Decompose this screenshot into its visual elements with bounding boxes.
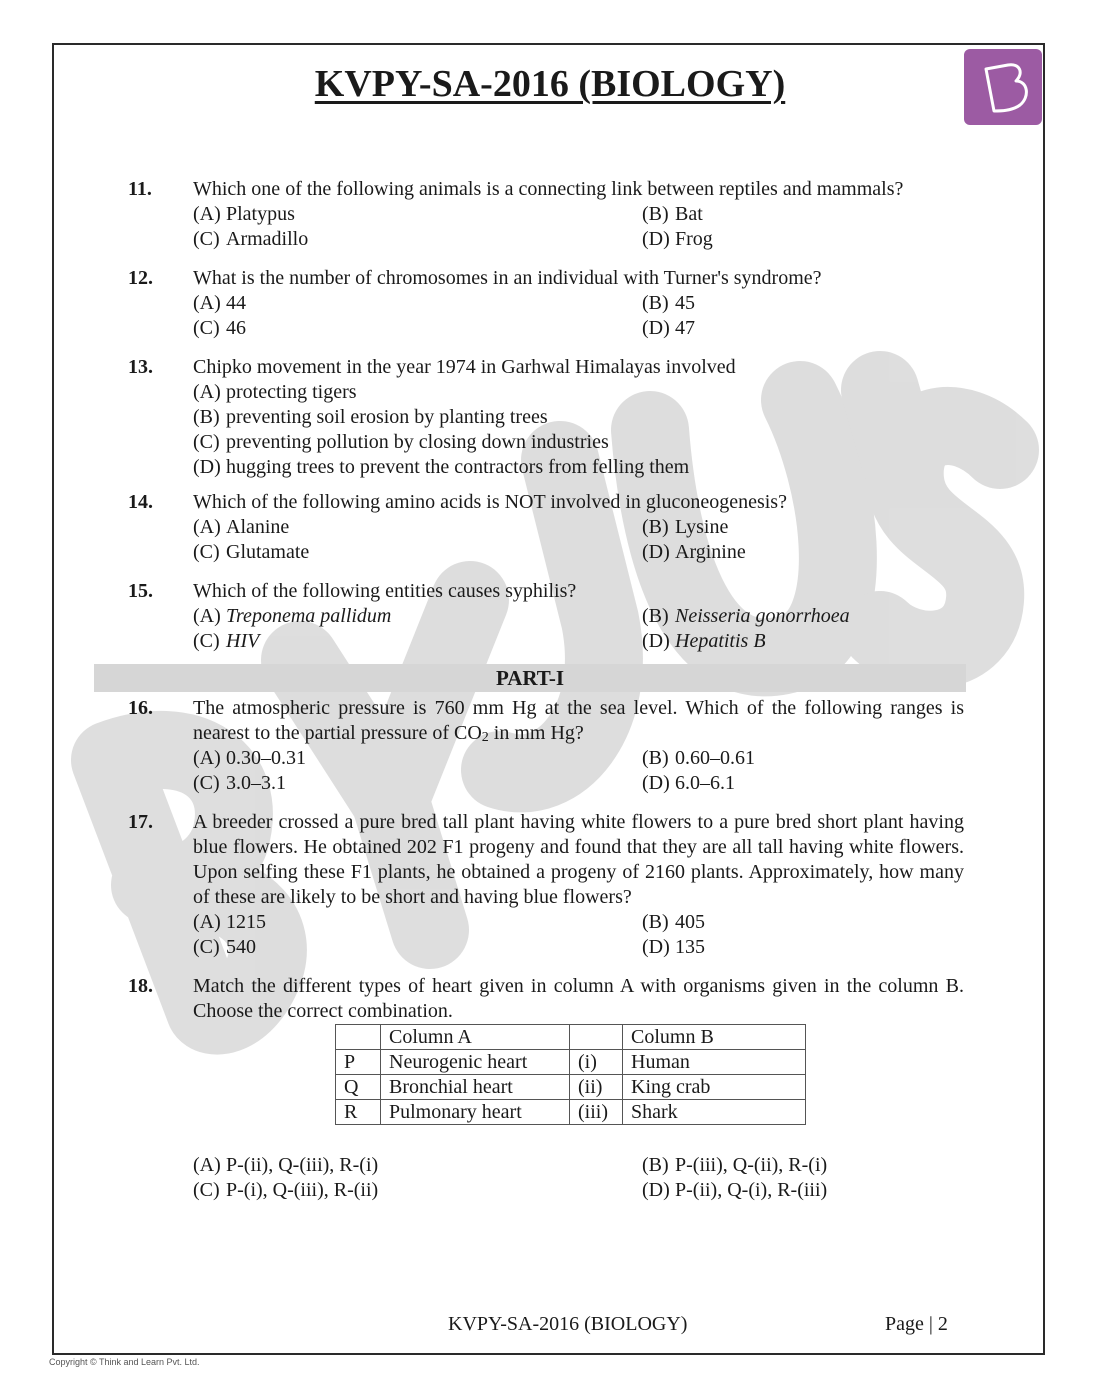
question-text-part: The atmospheric pressure is 760 mm Hg at the sea level. Which of the following ranges is nearest to the partial pressure of CO (193, 697, 964, 744)
option-c[interactable] (193, 771, 642, 796)
option-text: 135 (675, 936, 705, 958)
option-label: (C) (193, 772, 220, 794)
table-row (336, 1050, 806, 1075)
option-label: (C) (193, 630, 220, 652)
option-label: (A) (193, 203, 221, 225)
option-text: P-(ii), Q-(i), R-(iii) (675, 1179, 828, 1201)
option-c[interactable] (193, 629, 642, 654)
question-list (128, 177, 964, 1217)
option-text: Armadillo (226, 228, 309, 250)
option-c[interactable] (193, 316, 642, 341)
option-label: (B) (642, 292, 669, 314)
table-cell: Bronchial heart (381, 1075, 570, 1100)
option-label: (B) (642, 1154, 669, 1176)
option-d[interactable] (642, 935, 964, 960)
option-d[interactable] (193, 455, 964, 480)
question-text (193, 696, 964, 746)
page-number: Page | 2 (885, 1313, 948, 1335)
option-d[interactable] (642, 540, 964, 565)
option-c[interactable] (193, 227, 642, 252)
table-cell: P (336, 1050, 381, 1075)
option-a[interactable] (193, 1153, 642, 1178)
option-text: Arginine (675, 541, 746, 563)
options (193, 746, 964, 796)
option-label: (C) (193, 431, 220, 453)
option-text: hugging trees to prevent the contractors from felling them (226, 456, 690, 478)
option-a[interactable] (193, 291, 642, 316)
question-text: Which of the following entities causes syphilis? (193, 580, 577, 602)
option-d[interactable] (642, 629, 964, 654)
option-text: 3.0–3.1 (226, 772, 286, 794)
option-b[interactable] (642, 202, 964, 227)
byjus-b-logo-icon (964, 49, 1042, 125)
question-text: A breeder crossed a pure bred tall plant having white flowers to a pure bred short plant having blue flowers. He obtained 202 F1 progeny and found that they are all tall having white flowers. Upon selfing these F1 plants, he obtained a progeny of 2160 plants. Approximately, how many of these are likely to be short and having blue flowers? (193, 811, 964, 908)
section-header-part-i: PART-I (94, 664, 966, 692)
option-text: 0.60–0.61 (675, 747, 755, 769)
table-cell: (ii) (570, 1075, 623, 1100)
option-a[interactable] (193, 202, 642, 227)
table-header-cell (570, 1025, 623, 1050)
option-label: (A) (193, 747, 221, 769)
option-text: 1215 (226, 911, 266, 933)
option-label: (D) (642, 1179, 670, 1201)
option-text: Glutamate (226, 541, 310, 563)
option-text: protecting tigers (226, 381, 357, 403)
option-label: (C) (193, 541, 220, 563)
table-header-cell: Column B (623, 1025, 806, 1050)
question-12 (128, 266, 964, 341)
option-label: (A) (193, 381, 221, 403)
option-label: (B) (193, 406, 220, 428)
option-a[interactable] (193, 515, 642, 540)
option-text: preventing pollution by closing down industries (226, 431, 609, 453)
option-label: (D) (642, 630, 670, 652)
question-14 (128, 490, 964, 565)
option-a[interactable] (193, 746, 642, 771)
option-label: (C) (193, 1179, 220, 1201)
question-11 (128, 177, 964, 252)
question-13 (128, 355, 964, 480)
table-header-cell (336, 1025, 381, 1050)
table-row (336, 1100, 806, 1125)
question-text-part: in mm Hg? (488, 722, 584, 744)
option-c[interactable] (193, 1178, 642, 1203)
match-table (335, 1024, 806, 1125)
options (193, 604, 964, 654)
option-label: (C) (193, 936, 220, 958)
footer-title: KVPY-SA-2016 (BIOLOGY) (448, 1313, 688, 1335)
question-number: 15. (128, 580, 153, 602)
subscript: 2 (481, 730, 489, 745)
option-text: 0.30–0.31 (226, 747, 306, 769)
option-text: Hepatitis B (675, 630, 766, 652)
option-text: 405 (675, 911, 705, 933)
option-label: (C) (193, 317, 220, 339)
option-text: Treponema pallidum (226, 605, 392, 627)
option-text: 540 (226, 936, 256, 958)
option-text: 6.0–6.1 (675, 772, 735, 794)
option-label: (B) (642, 911, 669, 933)
options (193, 515, 964, 565)
question-text: Chipko movement in the year 1974 in Garhwal Himalayas involved (193, 356, 736, 378)
option-label: (D) (193, 456, 221, 478)
option-label: (B) (642, 203, 669, 225)
page-title: KVPY-SA-2016 (BIOLOGY) (314, 63, 786, 105)
table-cell: R (336, 1100, 381, 1125)
question-number: 16. (128, 697, 153, 719)
question-number: 12. (128, 267, 153, 289)
table-cell: Shark (623, 1100, 806, 1125)
option-c[interactable] (193, 935, 642, 960)
option-text: 45 (675, 292, 695, 314)
option-text: Bat (675, 203, 703, 225)
option-label: (B) (642, 516, 669, 538)
option-d[interactable] (642, 227, 964, 252)
options (193, 291, 964, 341)
option-b[interactable] (193, 405, 964, 430)
table-cell: (i) (570, 1050, 623, 1075)
question-number: 14. (128, 491, 153, 513)
option-label: (A) (193, 1154, 221, 1176)
option-d[interactable] (642, 316, 964, 341)
option-label: (D) (642, 317, 670, 339)
option-a[interactable] (193, 604, 642, 629)
option-text: Alanine (226, 516, 290, 538)
option-label: (C) (193, 228, 220, 250)
option-text: P-(ii), Q-(iii), R-(i) (226, 1154, 379, 1176)
option-text: Platypus (226, 203, 295, 225)
option-b[interactable] (642, 910, 964, 935)
options (193, 1153, 964, 1203)
option-label: (D) (642, 228, 670, 250)
option-d[interactable] (642, 1178, 964, 1203)
option-text: Frog (675, 228, 713, 250)
option-text: P-(iii), Q-(ii), R-(i) (675, 1154, 828, 1176)
table-row (336, 1075, 806, 1100)
option-text: Lysine (675, 516, 729, 538)
table-cell: Q (336, 1075, 381, 1100)
option-b[interactable] (642, 1153, 964, 1178)
question-number: 18. (128, 975, 153, 997)
question-text: What is the number of chromosomes in an individual with Turner's syndrome? (193, 267, 822, 289)
option-label: (A) (193, 292, 221, 314)
options (193, 202, 964, 252)
question-18 (128, 974, 964, 1203)
option-b[interactable] (642, 515, 964, 540)
option-label: (B) (642, 747, 669, 769)
option-label: (A) (193, 516, 221, 538)
option-c[interactable] (193, 540, 642, 565)
option-b[interactable] (642, 604, 964, 629)
question-text: Which of the following amino acids is NOT involved in gluconeogenesis? (193, 491, 787, 513)
question-16 (128, 696, 964, 796)
option-text: HIV (226, 630, 260, 652)
question-text: Which one of the following animals is a connecting link between reptiles and mammals? (193, 178, 904, 200)
option-label: (D) (642, 541, 670, 563)
option-label: (B) (642, 605, 669, 627)
question-17 (128, 810, 964, 960)
options (193, 380, 964, 480)
option-label: (D) (642, 772, 670, 794)
option-text: P-(i), Q-(iii), R-(ii) (226, 1179, 379, 1201)
question-number: 17. (128, 811, 153, 833)
question-number: 13. (128, 356, 153, 378)
option-text: 46 (226, 317, 246, 339)
option-text: preventing soil erosion by planting trees (226, 406, 548, 428)
table-cell: Neurogenic heart (381, 1050, 570, 1075)
options (193, 910, 964, 960)
question-text: Match the different types of heart given in column A with organisms given in the column B. Choose the correct combination. (193, 975, 964, 1022)
table-cell: Pulmonary heart (381, 1100, 570, 1125)
option-c[interactable] (193, 430, 964, 455)
question-number: 11. (128, 178, 152, 200)
table-cell: (iii) (570, 1100, 623, 1125)
copyright-notice: Copyright © Think and Learn Pvt. Ltd. (49, 1357, 200, 1367)
option-a[interactable] (193, 380, 964, 405)
option-text: 47 (675, 317, 695, 339)
option-a[interactable] (193, 910, 642, 935)
table-header-row (336, 1025, 806, 1050)
table-cell: King crab (623, 1075, 806, 1100)
option-d[interactable] (642, 771, 964, 796)
option-text: Neisseria gonorrhoea (675, 605, 850, 627)
question-15 (128, 579, 964, 654)
table-cell: Human (623, 1050, 806, 1075)
option-label: (A) (193, 605, 221, 627)
option-label: (D) (642, 936, 670, 958)
option-text: 44 (226, 292, 246, 314)
option-b[interactable] (642, 746, 964, 771)
option-label: (A) (193, 911, 221, 933)
table-header-cell: Column A (381, 1025, 570, 1050)
option-b[interactable] (642, 291, 964, 316)
